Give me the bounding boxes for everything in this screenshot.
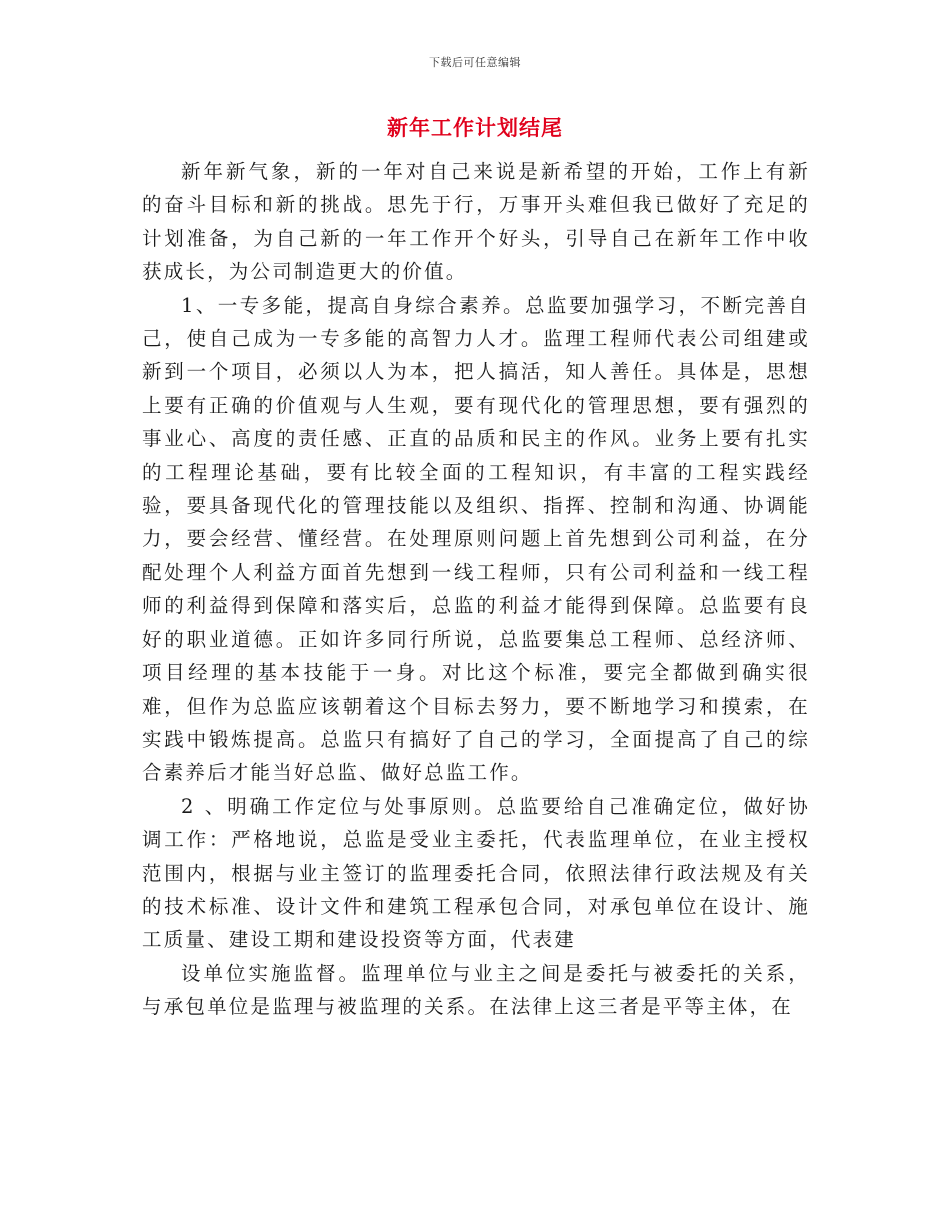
paragraph-continuation: 设单位实施监督。监理单位与业主之间是委托与被委托的关系，与承包单位是监理与被监理的关系。在法律上这三者是平等主体，在 [142,961,810,1019]
document-title: 新年工作计划结尾 [387,116,563,140]
paragraph-point-1: 1、一专多能，提高自身综合素养。总监要加强学习，不断完善自己，使自己成为一专多能的高智力人才。监理工程师代表公司组建或新到一个项目，必须以人为本，把人搞活，知人善任。具体是，思想上要有正确的价值观与人生观，要有现代化的管理思想，要有强烈的事业心、高度的责任感、正直的品质和民主的作风。业务上要有扎实的工程理论基础，要有比较全面的工程知识，有丰富的工程实践经验，要具备现代化的管理技能以及组织、指挥、控制和沟通、协调能力，要会经营、懂经营。在处理原则问题上首先想到公司利益，在分配处理个人利益方面首先想到一线工程师，只有公司利益和一线工程师的利益得到保障和落实后，总监的利益才能得到保障。总监要有良好的职业道德。正如许多同行所说，总监要集总工程师、总经济师、项目经理的基本技能于一身。对比这个标准，要完全都做到确实很难，但作为总监应该朝着这个目标去努力，要不断地学习和摸索，在实践中锻炼提高。总监只有搞好了自己的学习，全面提高了自己的综合素养后才能当好总监、做好总监工作。 [142,293,810,785]
paragraph-intro: 新年新气象，新的一年对自己来说是新希望的开始，工作上有新的奋斗目标和新的挑战。思先于行，万事开头难但我已做好了充足的计划准备，为自己新的一年工作开个好头，引导自己在新年工作中收获成长，为公司制造更大的价值。 [142,160,810,284]
header-note: 下载后可任意编辑 [429,56,521,69]
document-body [142,155,810,1024]
paragraph-point-2: 2 、明确工作定位与处事原则。总监要给自己准确定位，做好协调工作：严格地说，总监是受业主委托，代表监理单位，在业主授权范围内，根据与业主签订的监理委托合同，依照法律行政法规及有关的技术标准、设计文件和建筑工程承包合同，对承包单位在设计、施工质量、建设工期和建设投资等方面，代表建 [142,794,810,952]
